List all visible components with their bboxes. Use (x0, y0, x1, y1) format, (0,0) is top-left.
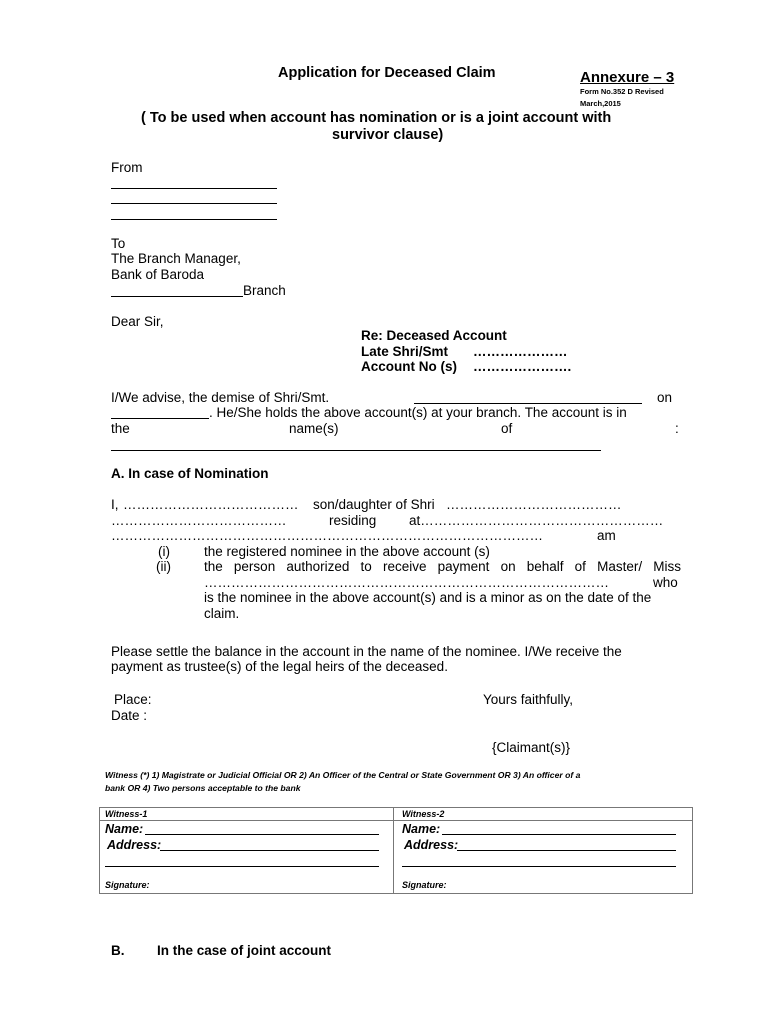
late-shri-smt-label: Late Shri/Smt (361, 344, 449, 359)
witness-2-address-label: Address: (404, 838, 459, 852)
witness-note-line-1: Witness (*) 1) Magistrate or Judicial Official OR 2) An Officer of the Central or State Government OR 3) An officer of a (105, 770, 581, 780)
from-label: From (111, 160, 143, 175)
item-i-text: the registered nominee in the above account (s) (204, 544, 490, 559)
to-label: To (111, 236, 126, 251)
branch-suffix: Branch (243, 283, 286, 298)
account-no-label: Account No (s) (361, 359, 457, 374)
from-address-line-3[interactable] (111, 219, 277, 220)
item-ii-who: who (653, 575, 678, 590)
yours-faithfully: Yours faithfully, (483, 692, 574, 707)
item-ii-number: (ii) (156, 559, 171, 574)
intro-on: on (657, 390, 673, 405)
form-number: Form No.352 D Revised (580, 87, 664, 96)
nominee-address-field-2[interactable]: …………………………………………………………………………………… (111, 528, 543, 543)
witness-1-signature-label: Signature: (105, 880, 150, 890)
item-ii-line1: the person authorized to receive payment on behalf of Master/ Miss (204, 559, 681, 574)
subtitle-line-1: ( To be used when account has nomination or is a joint account with (141, 110, 612, 126)
nom-line1-son-daughter: son/daughter of Shri (313, 497, 435, 512)
item-ii-line3: is the nominee in the above account(s) and is a minor as on the date of the (204, 590, 652, 605)
section-b-label: B. (111, 943, 125, 958)
section-a-heading: A. In case of Nomination (111, 466, 269, 481)
item-ii-line4: claim. (204, 606, 240, 621)
account-holders-field[interactable] (111, 450, 601, 451)
item-i-number: (i) (158, 544, 170, 559)
salutation: Dear Sir, (111, 314, 164, 329)
minor-name-field[interactable]: ……………………………………………………………………………… (204, 575, 609, 590)
bank-name: Bank of Baroda (111, 267, 205, 282)
nominee-name-field[interactable]: ………………………………… (123, 497, 299, 512)
intro-line-3-names: name(s) (289, 421, 339, 436)
re-deceased-account: Re: Deceased Account (361, 328, 507, 343)
nom-line1-i: I, (111, 497, 119, 512)
intro-line-3-colon: : (675, 421, 679, 436)
witness-2-address-field[interactable] (457, 850, 676, 851)
nom-line3-am: am (597, 528, 616, 543)
late-shri-smt-field[interactable]: ………………… (473, 344, 568, 359)
intro-line-2: . He/She holds the above account(s) at your branch. The account is in (209, 405, 627, 420)
place-label: Place: (114, 692, 152, 707)
section-b-heading: In the case of joint account (157, 943, 332, 958)
intro-line-3-the: the (111, 421, 130, 436)
date-label: Date : (111, 708, 148, 723)
witness-2-name-label: Name: (402, 822, 441, 836)
witness-1-name-label: Name: (105, 822, 144, 836)
nominee-line2-field[interactable]: ………………………………… (111, 513, 287, 528)
from-address-line-2[interactable] (111, 203, 277, 204)
branch-name-field[interactable] (111, 296, 243, 297)
witness-2-title: Witness-2 (402, 809, 445, 819)
witness-note-line-2: bank OR 4) Two persons acceptable to the bank (105, 783, 301, 793)
subtitle-line-2: survivor clause) (332, 127, 444, 143)
witness-1-address-field[interactable] (160, 850, 379, 851)
nom-line2-residing: residing (329, 513, 377, 528)
page-title: Application for Deceased Claim (278, 65, 496, 81)
claimant-signature: {Claimant(s)} (492, 740, 571, 755)
witness-1-title: Witness-1 (105, 809, 148, 819)
witness-table-column-divider (393, 807, 394, 893)
intro-line-3-of: of (501, 421, 513, 436)
date-of-demise-field[interactable] (111, 418, 209, 419)
witness-2-signature-label: Signature: (402, 880, 447, 890)
witness-2-name-field[interactable] (442, 834, 676, 835)
account-no-field[interactable]: …………………. (473, 359, 572, 374)
settle-line-1: Please settle the balance in the account in the name of the nominee. I/We receive the (111, 644, 622, 659)
settle-line-2: payment as trustee(s) of the legal heirs of the deceased. (111, 659, 448, 674)
from-address-line-1[interactable] (111, 188, 277, 189)
witness-table-header-divider (99, 820, 692, 821)
intro-line-1: I/We advise, the demise of Shri/Smt. (111, 390, 330, 405)
witness-1-address-label: Address: (107, 838, 162, 852)
nominee-address-field[interactable]: at……………………………………………… (409, 513, 664, 528)
form-date: March,2015 (580, 99, 621, 108)
witness-2-address-field-2[interactable] (402, 866, 676, 867)
annexure-label: Annexure – 3 (580, 69, 675, 86)
nominee-father-field[interactable]: ………………………………… (446, 497, 622, 512)
witness-1-name-field[interactable] (145, 834, 379, 835)
branch-manager-label: The Branch Manager, (111, 251, 241, 266)
deceased-name-field[interactable] (414, 403, 642, 404)
witness-1-address-field-2[interactable] (105, 866, 379, 867)
